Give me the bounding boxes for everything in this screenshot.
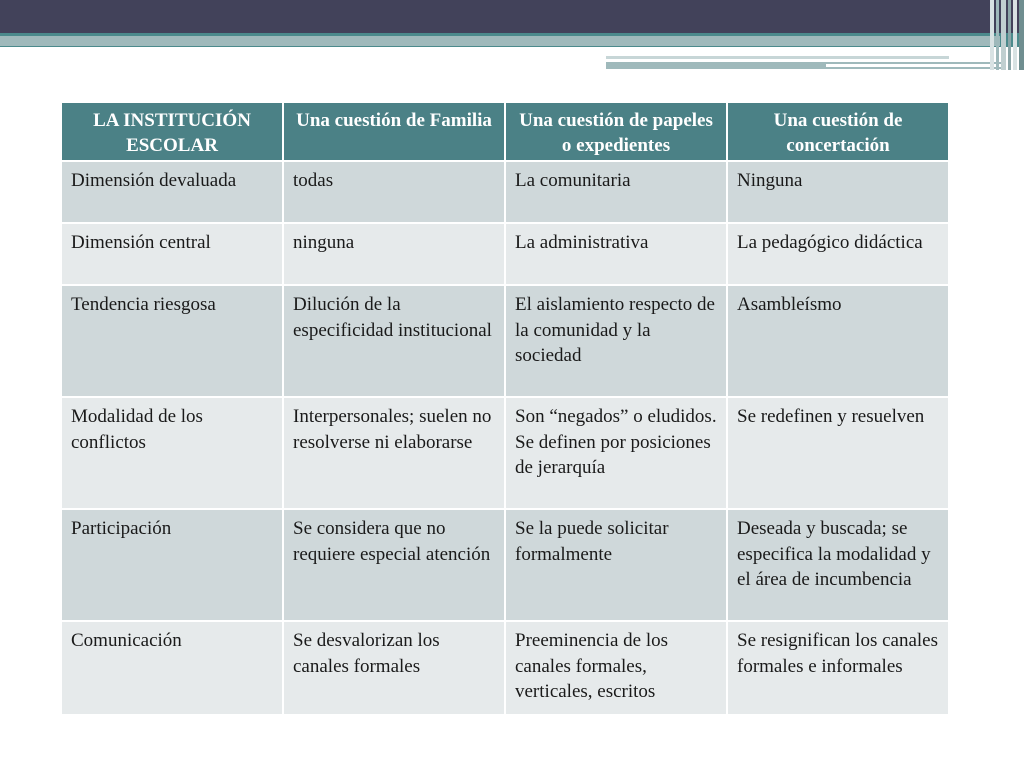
table-cell: Dilución de la especificidad institucional (284, 286, 504, 396)
table-cell: Se redefinen y resuelven (728, 398, 948, 508)
table-cell: Se la puede solicitar formalmente (506, 510, 726, 620)
table-cell: Deseada y buscada; se especifica la modalidad y el área de incumbencia (728, 510, 948, 620)
table-cell: ninguna (284, 224, 504, 284)
table-cell: Ninguna (728, 162, 948, 222)
row-label: Participación (62, 510, 282, 620)
table-row (62, 286, 948, 396)
table-header-row (62, 103, 948, 160)
table-row (62, 510, 948, 620)
table-row (62, 622, 948, 714)
row-label: Dimensión devaluada (62, 162, 282, 222)
table-row (62, 398, 948, 508)
header-papeles: Una cuestión de papeles o expedientes (506, 103, 726, 160)
slide-gray-band (0, 36, 1000, 46)
row-label: Modalidad de los conflictos (62, 398, 282, 508)
header-concertacion: Una cuestión de concertación (728, 103, 948, 160)
table-cell: Interpersonales; suelen no resolverse ni elaborarse (284, 398, 504, 508)
institution-comparison-table (60, 101, 950, 716)
decorative-line (606, 56, 949, 59)
table-cell: todas (284, 162, 504, 222)
table-cell: La administrativa (506, 224, 726, 284)
table-cell: Se considera que no requiere especial atención (284, 510, 504, 620)
row-label: Comunicación (62, 622, 282, 714)
table-cell: Preeminencia de los canales formales, verticales, escritos (506, 622, 726, 714)
header-institucion: LA INSTITUCIÓN ESCOLAR (62, 103, 282, 160)
edge-stripes (990, 0, 1024, 70)
table-cell: La comunitaria (506, 162, 726, 222)
table-cell: El aislamiento respecto de la comunidad y la sociedad (506, 286, 726, 396)
table-cell: Asambleísmo (728, 286, 948, 396)
table-cell: Se resignifican los canales formales e informales (728, 622, 948, 714)
slide-top-bar (0, 0, 1024, 33)
table-cell: La pedagógico didáctica (728, 224, 948, 284)
table-cell: Son “negados” o eludidos. Se definen por posiciones de jerarquía (506, 398, 726, 508)
table-row (62, 162, 948, 222)
row-label: Dimensión central (62, 224, 282, 284)
header-familia: Una cuestión de Familia (284, 103, 504, 160)
table-cell: Se desvalorizan los canales formales (284, 622, 504, 714)
decorative-line (826, 64, 1006, 67)
row-label: Tendencia riesgosa (62, 286, 282, 396)
table-row (62, 224, 948, 284)
